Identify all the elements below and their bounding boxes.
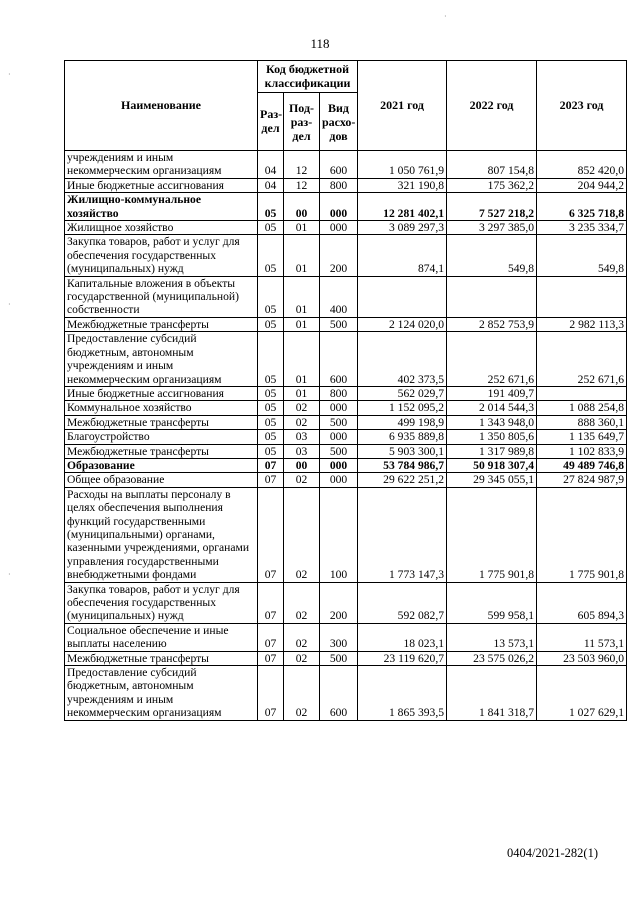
table-row <box>65 666 627 721</box>
row-subsection: 02 <box>284 666 320 721</box>
row-2021 <box>358 276 447 317</box>
margin-dot: · <box>444 12 447 21</box>
row-expense-type: 000 <box>320 401 358 415</box>
row-section: 05 <box>258 430 284 444</box>
table-row <box>65 151 627 179</box>
row-2022: 7 527 218,2 <box>447 193 537 221</box>
row-2023: 1 088 254,8 <box>537 401 627 415</box>
table-row <box>65 332 627 387</box>
row-subsection: 02 <box>284 582 320 623</box>
row-section: 07 <box>258 487 284 582</box>
row-2022: 599 958,1 <box>447 582 537 623</box>
row-name: Предоставление субсидий бюджетным, автономным учреждениям и иным некоммерческим организациям <box>65 332 258 387</box>
row-2022: 13 573,1 <box>447 623 537 651</box>
row-section: 07 <box>258 651 284 665</box>
margin-dot: · <box>8 300 11 309</box>
row-2023: 2 982 113,3 <box>537 317 627 331</box>
table-row <box>65 651 627 665</box>
margin-dot: · <box>8 570 11 579</box>
row-section: 07 <box>258 458 284 472</box>
row-2023: 252 671,6 <box>537 332 627 387</box>
row-2023: 1 775 901,8 <box>537 487 627 582</box>
row-2023 <box>537 386 627 400</box>
row-expense-type: 200 <box>320 582 358 623</box>
row-2023: 49 489 746,8 <box>537 458 627 472</box>
budget-table <box>64 60 627 721</box>
table-row <box>65 623 627 651</box>
row-2022: 2 852 753,9 <box>447 317 537 331</box>
row-name: Расходы на выплаты персоналу в целях обеспечения выполнения функций государственными (муниципальными) органами, казенными учреждениями, органами управления государственными внебюджетными фондами <box>65 487 258 582</box>
row-expense-type: 000 <box>320 193 358 221</box>
row-2022: 1 775 901,8 <box>447 487 537 582</box>
header-subsection: Под-раз-дел <box>284 93 320 151</box>
row-2021: 18 023,1 <box>358 623 447 651</box>
row-2023: 204 944,2 <box>537 178 627 192</box>
row-2022: 23 575 026,2 <box>447 651 537 665</box>
row-subsection: 02 <box>284 415 320 429</box>
row-2021: 53 784 986,7 <box>358 458 447 472</box>
row-2023: 27 824 987,9 <box>537 473 627 487</box>
row-name: Закупка товаров, работ и услуг для обеспечения государственных (муниципальных) нужд <box>65 235 258 276</box>
row-expense-type: 000 <box>320 430 358 444</box>
table-row <box>65 444 627 458</box>
row-2022 <box>447 276 537 317</box>
row-name: Образование <box>65 458 258 472</box>
row-name: Межбюджетные трансферты <box>65 651 258 665</box>
row-2022: 1 841 318,7 <box>447 666 537 721</box>
header-2022: 2022 год <box>447 61 537 151</box>
row-2022: 549,8 <box>447 235 537 276</box>
row-expense-type: 200 <box>320 235 358 276</box>
row-2021: 562 029,7 <box>358 386 447 400</box>
row-2022: 50 918 307,4 <box>447 458 537 472</box>
row-name: Межбюджетные трансферты <box>65 317 258 331</box>
row-section: 04 <box>258 151 284 179</box>
row-subsection: 02 <box>284 401 320 415</box>
row-name: Иные бюджетные ассигнования <box>65 386 258 400</box>
row-2021: 23 119 620,7 <box>358 651 447 665</box>
header-section: Раз-дел <box>258 93 284 151</box>
row-subsection: 02 <box>284 487 320 582</box>
row-2023: 1 135 649,7 <box>537 430 627 444</box>
row-name: Жилищное хозяйство <box>65 221 258 235</box>
table-row <box>65 430 627 444</box>
table-row <box>65 276 627 317</box>
row-name: Жилищно-коммунальное хозяйство <box>65 193 258 221</box>
row-expense-type: 100 <box>320 487 358 582</box>
row-section: 05 <box>258 386 284 400</box>
row-2021: 1 865 393,5 <box>358 666 447 721</box>
page-number: 118 <box>310 36 330 51</box>
row-2022: 252 671,6 <box>447 332 537 387</box>
row-2021: 592 082,7 <box>358 582 447 623</box>
row-expense-type: 600 <box>320 332 358 387</box>
table-row <box>65 582 627 623</box>
row-name: Закупка товаров, работ и услуг для обеспечения государственных (муниципальных) нужд <box>65 582 258 623</box>
row-expense-type: 500 <box>320 444 358 458</box>
table-row <box>65 473 627 487</box>
row-2021: 2 124 020,0 <box>358 317 447 331</box>
row-expense-type: 000 <box>320 473 358 487</box>
row-2021: 5 903 300,1 <box>358 444 447 458</box>
row-2021: 402 373,5 <box>358 332 447 387</box>
row-subsection: 02 <box>284 651 320 665</box>
row-expense-type: 600 <box>320 666 358 721</box>
row-expense-type: 500 <box>320 415 358 429</box>
row-2022: 1 317 989,8 <box>447 444 537 458</box>
row-2022: 191 409,7 <box>447 386 537 400</box>
row-2021: 1 152 095,2 <box>358 401 447 415</box>
margin-dot: · <box>8 70 11 79</box>
table-row <box>65 458 627 472</box>
row-2021: 12 281 402,1 <box>358 193 447 221</box>
row-2023: 6 325 718,8 <box>537 193 627 221</box>
row-2023: 3 235 334,7 <box>537 221 627 235</box>
row-subsection: 00 <box>284 193 320 221</box>
row-section: 07 <box>258 473 284 487</box>
table-row <box>65 487 627 582</box>
table-row <box>65 193 627 221</box>
header-2021: 2021 год <box>358 61 447 151</box>
row-2023: 549,8 <box>537 235 627 276</box>
row-subsection: 00 <box>284 458 320 472</box>
row-subsection: 02 <box>284 473 320 487</box>
table-row <box>65 401 627 415</box>
row-subsection: 12 <box>284 178 320 192</box>
row-2023: 605 894,3 <box>537 582 627 623</box>
document-code: 0404/2021-282(1) <box>507 846 598 860</box>
row-2022: 2 014 544,3 <box>447 401 537 415</box>
table-row <box>65 221 627 235</box>
row-subsection: 01 <box>284 235 320 276</box>
row-name: Коммунальное хозяйство <box>65 401 258 415</box>
row-section: 05 <box>258 332 284 387</box>
header-2023: 2023 год <box>537 61 627 151</box>
row-2022: 175 362,2 <box>447 178 537 192</box>
header-code-group: Код бюджетной классификации <box>258 61 358 93</box>
row-expense-type: 500 <box>320 651 358 665</box>
row-name: Межбюджетные трансферты <box>65 415 258 429</box>
row-section: 07 <box>258 623 284 651</box>
row-2023: 23 503 960,0 <box>537 651 627 665</box>
row-expense-type: 400 <box>320 276 358 317</box>
row-section: 05 <box>258 401 284 415</box>
row-expense-type: 600 <box>320 151 358 179</box>
row-name: учреждениям и иным некоммерческим организациям <box>65 151 258 179</box>
row-section: 05 <box>258 221 284 235</box>
row-expense-type: 300 <box>320 623 358 651</box>
row-section: 05 <box>258 317 284 331</box>
row-2022: 1 350 805,6 <box>447 430 537 444</box>
row-expense-type: 800 <box>320 386 358 400</box>
table-row <box>65 317 627 331</box>
row-name: Капитальные вложения в объекты государственной (муниципальной) собственности <box>65 276 258 317</box>
row-section: 07 <box>258 582 284 623</box>
row-section: 05 <box>258 444 284 458</box>
row-2021: 874,1 <box>358 235 447 276</box>
row-section: 07 <box>258 666 284 721</box>
row-2023 <box>537 276 627 317</box>
row-subsection: 02 <box>284 623 320 651</box>
row-2021: 29 622 251,2 <box>358 473 447 487</box>
row-subsection: 01 <box>284 386 320 400</box>
row-name: Социальное обеспечение и иные выплаты населению <box>65 623 258 651</box>
row-subsection: 12 <box>284 151 320 179</box>
row-2022: 29 345 055,1 <box>447 473 537 487</box>
table-row <box>65 415 627 429</box>
header-expense-type: Вид расхо-дов <box>320 93 358 151</box>
header-name: Наименование <box>65 61 258 151</box>
row-subsection: 01 <box>284 276 320 317</box>
table-row <box>65 235 627 276</box>
row-2021: 1 050 761,9 <box>358 151 447 179</box>
table-row <box>65 386 627 400</box>
row-2021: 6 935 889,8 <box>358 430 447 444</box>
table-body <box>65 151 627 721</box>
row-2023: 1 027 629,1 <box>537 666 627 721</box>
row-2023: 852 420,0 <box>537 151 627 179</box>
row-2022: 1 343 948,0 <box>447 415 537 429</box>
row-2023: 11 573,1 <box>537 623 627 651</box>
row-section: 05 <box>258 193 284 221</box>
row-expense-type: 500 <box>320 317 358 331</box>
row-2022: 807 154,8 <box>447 151 537 179</box>
row-section: 05 <box>258 235 284 276</box>
table-row <box>65 178 627 192</box>
row-2021: 499 198,9 <box>358 415 447 429</box>
row-2023: 1 102 833,9 <box>537 444 627 458</box>
row-subsection: 01 <box>284 317 320 331</box>
row-name: Общее образование <box>65 473 258 487</box>
row-section: 05 <box>258 415 284 429</box>
row-2021: 321 190,8 <box>358 178 447 192</box>
row-section: 05 <box>258 276 284 317</box>
row-name: Предоставление субсидий бюджетным, автономным учреждениям и иным некоммерческим организациям <box>65 666 258 721</box>
row-2021: 1 773 147,3 <box>358 487 447 582</box>
row-2022: 3 297 385,0 <box>447 221 537 235</box>
row-2023: 888 360,1 <box>537 415 627 429</box>
row-name: Иные бюджетные ассигнования <box>65 178 258 192</box>
row-expense-type: 000 <box>320 458 358 472</box>
row-subsection: 03 <box>284 444 320 458</box>
row-2021: 3 089 297,3 <box>358 221 447 235</box>
row-name: Межбюджетные трансферты <box>65 444 258 458</box>
row-subsection: 01 <box>284 332 320 387</box>
row-subsection: 01 <box>284 221 320 235</box>
row-subsection: 03 <box>284 430 320 444</box>
row-expense-type: 800 <box>320 178 358 192</box>
row-section: 04 <box>258 178 284 192</box>
row-expense-type: 000 <box>320 221 358 235</box>
row-name: Благоустройство <box>65 430 258 444</box>
